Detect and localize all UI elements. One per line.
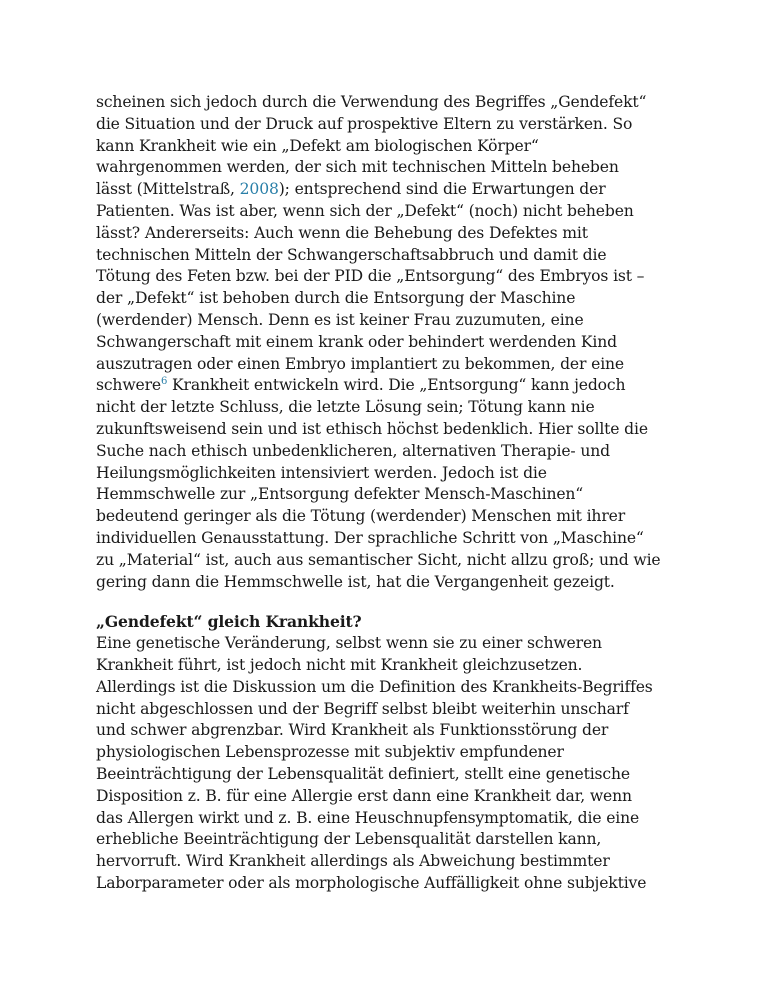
text-line: und schwer abgrenzbar. Wird Krankheit als Funktionsstörung der xyxy=(96,721,609,740)
paragraph-spacer xyxy=(96,593,686,611)
text-line: lässt? Andererseits: Auch wenn die Behebung des Defektes mit xyxy=(96,223,588,242)
text-line: Beeinträchtigung der Lebensqualität definiert, stellt eine genetische xyxy=(96,764,630,783)
text-line: Laborparameter oder als morphologische Auffälligkeit ohne subjektive xyxy=(96,873,647,892)
text-line: nicht der letzte Schluss, die letzte Lösung sein; Tötung kann nie xyxy=(96,398,595,417)
text-line: zu „Material“ ist, auch aus semantischer Sicht, nicht allzu groß; und wie xyxy=(96,550,661,569)
paragraph-body xyxy=(96,92,686,593)
text-line: Tötung des Feten bzw. bei der PID die „Entsorgung“ des Embryos ist – xyxy=(96,267,645,286)
citation-link[interactable]: 2008 xyxy=(239,180,279,199)
text-segment: Krankheit entwickeln wird. Die „Entsorgung“ kann jedoch xyxy=(167,376,626,395)
text-line: Heilungsmöglichkeiten intensiviert werden. Jedoch ist die xyxy=(96,463,547,482)
text-line: bedeutend geringer als die Tötung (werdender) Menschen mit ihrer xyxy=(96,507,626,526)
text-line: physiologischen Lebensprozesse mit subjektiv empfundener xyxy=(96,743,564,762)
text-segment: ); entsprechend sind die Erwartungen der xyxy=(278,180,606,199)
text-line: Eine genetische Veränderung, selbst wenn sie zu einer schweren xyxy=(96,634,602,653)
text-line: Patienten. Was ist aber, wenn sich der „Defekt“ (noch) nicht beheben xyxy=(96,201,634,220)
text-line: Allerdings ist die Diskussion um die Definition des Krankheits-Begriffes xyxy=(96,677,653,696)
text-line: nicht abgeschlossen und der Begriff selbst bleibt weiterhin unscharf xyxy=(96,699,629,718)
text-line: erhebliche Beeinträchtigung der Lebensqualität darstellen kann, xyxy=(96,830,602,849)
text-segment: lässt (Mittelstraß, xyxy=(96,180,240,199)
text-line: technischen Mitteln der Schwangerschaftsabbruch und damit die xyxy=(96,245,607,264)
text-line: zukunftsweisend sein und ist ethisch höchst bedenklich. Hier sollte die xyxy=(96,419,648,438)
text-line: auszutragen oder einen Embryo implantiert zu bekommen, der eine xyxy=(96,354,625,373)
text-line: wahrgenommen werden, der sich mit technischen Mitteln beheben xyxy=(96,158,619,177)
text-line-with-citation xyxy=(96,179,686,201)
text-line: die Situation und der Druck auf prospektive Eltern zu verstärken. So xyxy=(96,114,633,133)
text-line: der „Defekt“ ist behoben durch die Entsorgung der Maschine xyxy=(96,289,576,308)
footnote-reference-link[interactable]: 6 xyxy=(161,376,168,388)
text-line: Hemmschwelle zur „Entsorgung defekter Mensch-Maschinen“ xyxy=(96,485,584,504)
section-heading: „Gendefekt“ gleich Krankheit? xyxy=(96,612,362,632)
text-line: Krankheit führt, ist jedoch nicht mit Krankheit gleichzusetzen. xyxy=(96,655,583,674)
document-page xyxy=(96,92,686,895)
text-line: individuellen Genausstattung. Der sprachliche Schritt von „Maschine“ xyxy=(96,528,644,547)
text-line: scheinen sich jedoch durch die Verwendung des Begriffes „Gendefekt“ xyxy=(96,93,647,111)
text-line: Schwangerschaft mit einem krank oder behindert werdenden Kind xyxy=(96,332,617,351)
section-krankheit xyxy=(96,611,686,894)
text-line: hervorruft. Wird Krankheit allerdings als Abweichung bestimmter xyxy=(96,852,610,871)
text-line: gering dann die Hemmschwelle ist, hat die Vergangenheit gezeigt. xyxy=(96,572,615,591)
text-segment: schwere xyxy=(96,376,161,395)
text-line: (werdender) Mensch. Denn es ist keiner Frau zuzumuten, eine xyxy=(96,310,584,329)
text-line: das Allergen wirkt und z. B. eine Heuschnupfensymptomatik, die eine xyxy=(96,808,640,827)
text-line: Suche nach ethisch unbedenklicheren, alternativen Therapie- und xyxy=(96,441,610,460)
text-line: Disposition z. B. für eine Allergie erst dann eine Krankheit dar, wenn xyxy=(96,786,632,805)
text-line: kann Krankheit wie ein „Defekt am biologischen Körper“ xyxy=(96,136,539,155)
text-line-with-footnote xyxy=(96,375,686,397)
